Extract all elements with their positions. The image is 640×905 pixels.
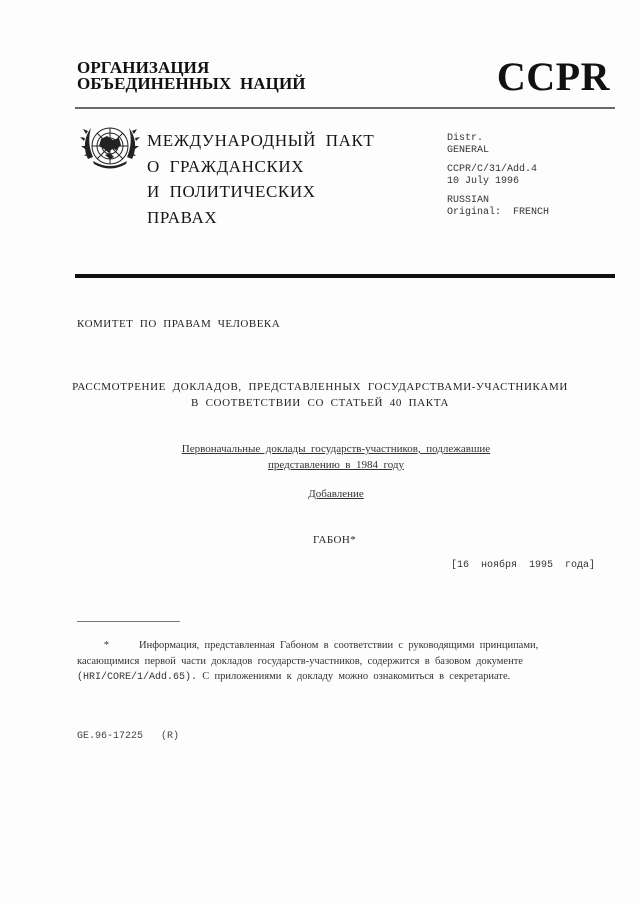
original-language: Original: FRENCH [447, 206, 550, 218]
core-document-reference: (HRI/CORE/1/Add.65). [77, 672, 198, 683]
document-metadata [447, 133, 549, 218]
organization-line: ОБЪЕДИНЕННЫХ НАЦИЙ [77, 74, 306, 93]
document-symbol: CCPR/C/31/Add.4 [447, 164, 538, 175]
heading-line: В СООТВЕТСТВИИ СО СТАТЬЕЙ 40 ПАКТА [190, 397, 450, 409]
organization-line: ОРГАНИЗАЦИЯ [77, 58, 210, 77]
document-date: 10 July 1996 [447, 175, 520, 187]
addendum-text: Добавление [308, 488, 364, 500]
document-subheading [0, 442, 640, 473]
footnote-text: С приложениями к докладу можно ознакомиться в секретариате. [197, 671, 511, 682]
committee-name: КОМИТЕТ ПО ПРАВАМ ЧЕЛОВЕКА [77, 318, 281, 330]
covenant-title [147, 128, 374, 230]
covenant-line: О ГРАЖДАНСКИХ [147, 156, 305, 176]
subheading-line: Первоначальные доклады государств-участников, подлежавшие [181, 443, 491, 455]
covenant-line: МЕЖДУНАРОДНЫЙ ПАКТ [147, 131, 375, 150]
addendum-label [0, 488, 640, 500]
footnote-line: касающимися первой части докладов государств-участников, содержится в базовом документе [77, 655, 523, 667]
document-series-symbol: CCPR [496, 54, 610, 99]
distribution-value: GENERAL [447, 144, 490, 156]
footnote-marker: * [103, 640, 109, 651]
subheading-line: представлению в 1984 году [267, 458, 405, 471]
covenant-line: ПРАВАХ [147, 207, 218, 227]
un-emblem-icon [79, 119, 141, 177]
job-number: GE.96-17225 (R) [77, 731, 180, 742]
document-heading [0, 379, 640, 411]
report-date: [16 ноября 1995 года] [450, 560, 595, 571]
distribution-label: Distr. [447, 133, 484, 144]
footnote-divider [77, 621, 180, 622]
footnote [77, 638, 597, 686]
header-divider [75, 107, 615, 109]
footnote-line [77, 669, 597, 686]
document-language: RUSSIAN [447, 195, 490, 206]
covenant-line: И ПОЛИТИЧЕСКИХ [147, 182, 316, 201]
organization-name [77, 60, 306, 92]
footnote-text: Информация, представленная Габоном в соответствии с руководящими принципами, [139, 640, 539, 651]
country-name: ГАБОН* [313, 534, 357, 546]
footnote-line [77, 638, 597, 654]
header-bottom-divider [75, 274, 615, 278]
heading-line: РАССМОТРЕНИЕ ДОКЛАДОВ, ПРЕДСТАВЛЕННЫХ ГОСУДАРСТВАМИ-УЧАСТНИКАМИ [72, 381, 568, 393]
